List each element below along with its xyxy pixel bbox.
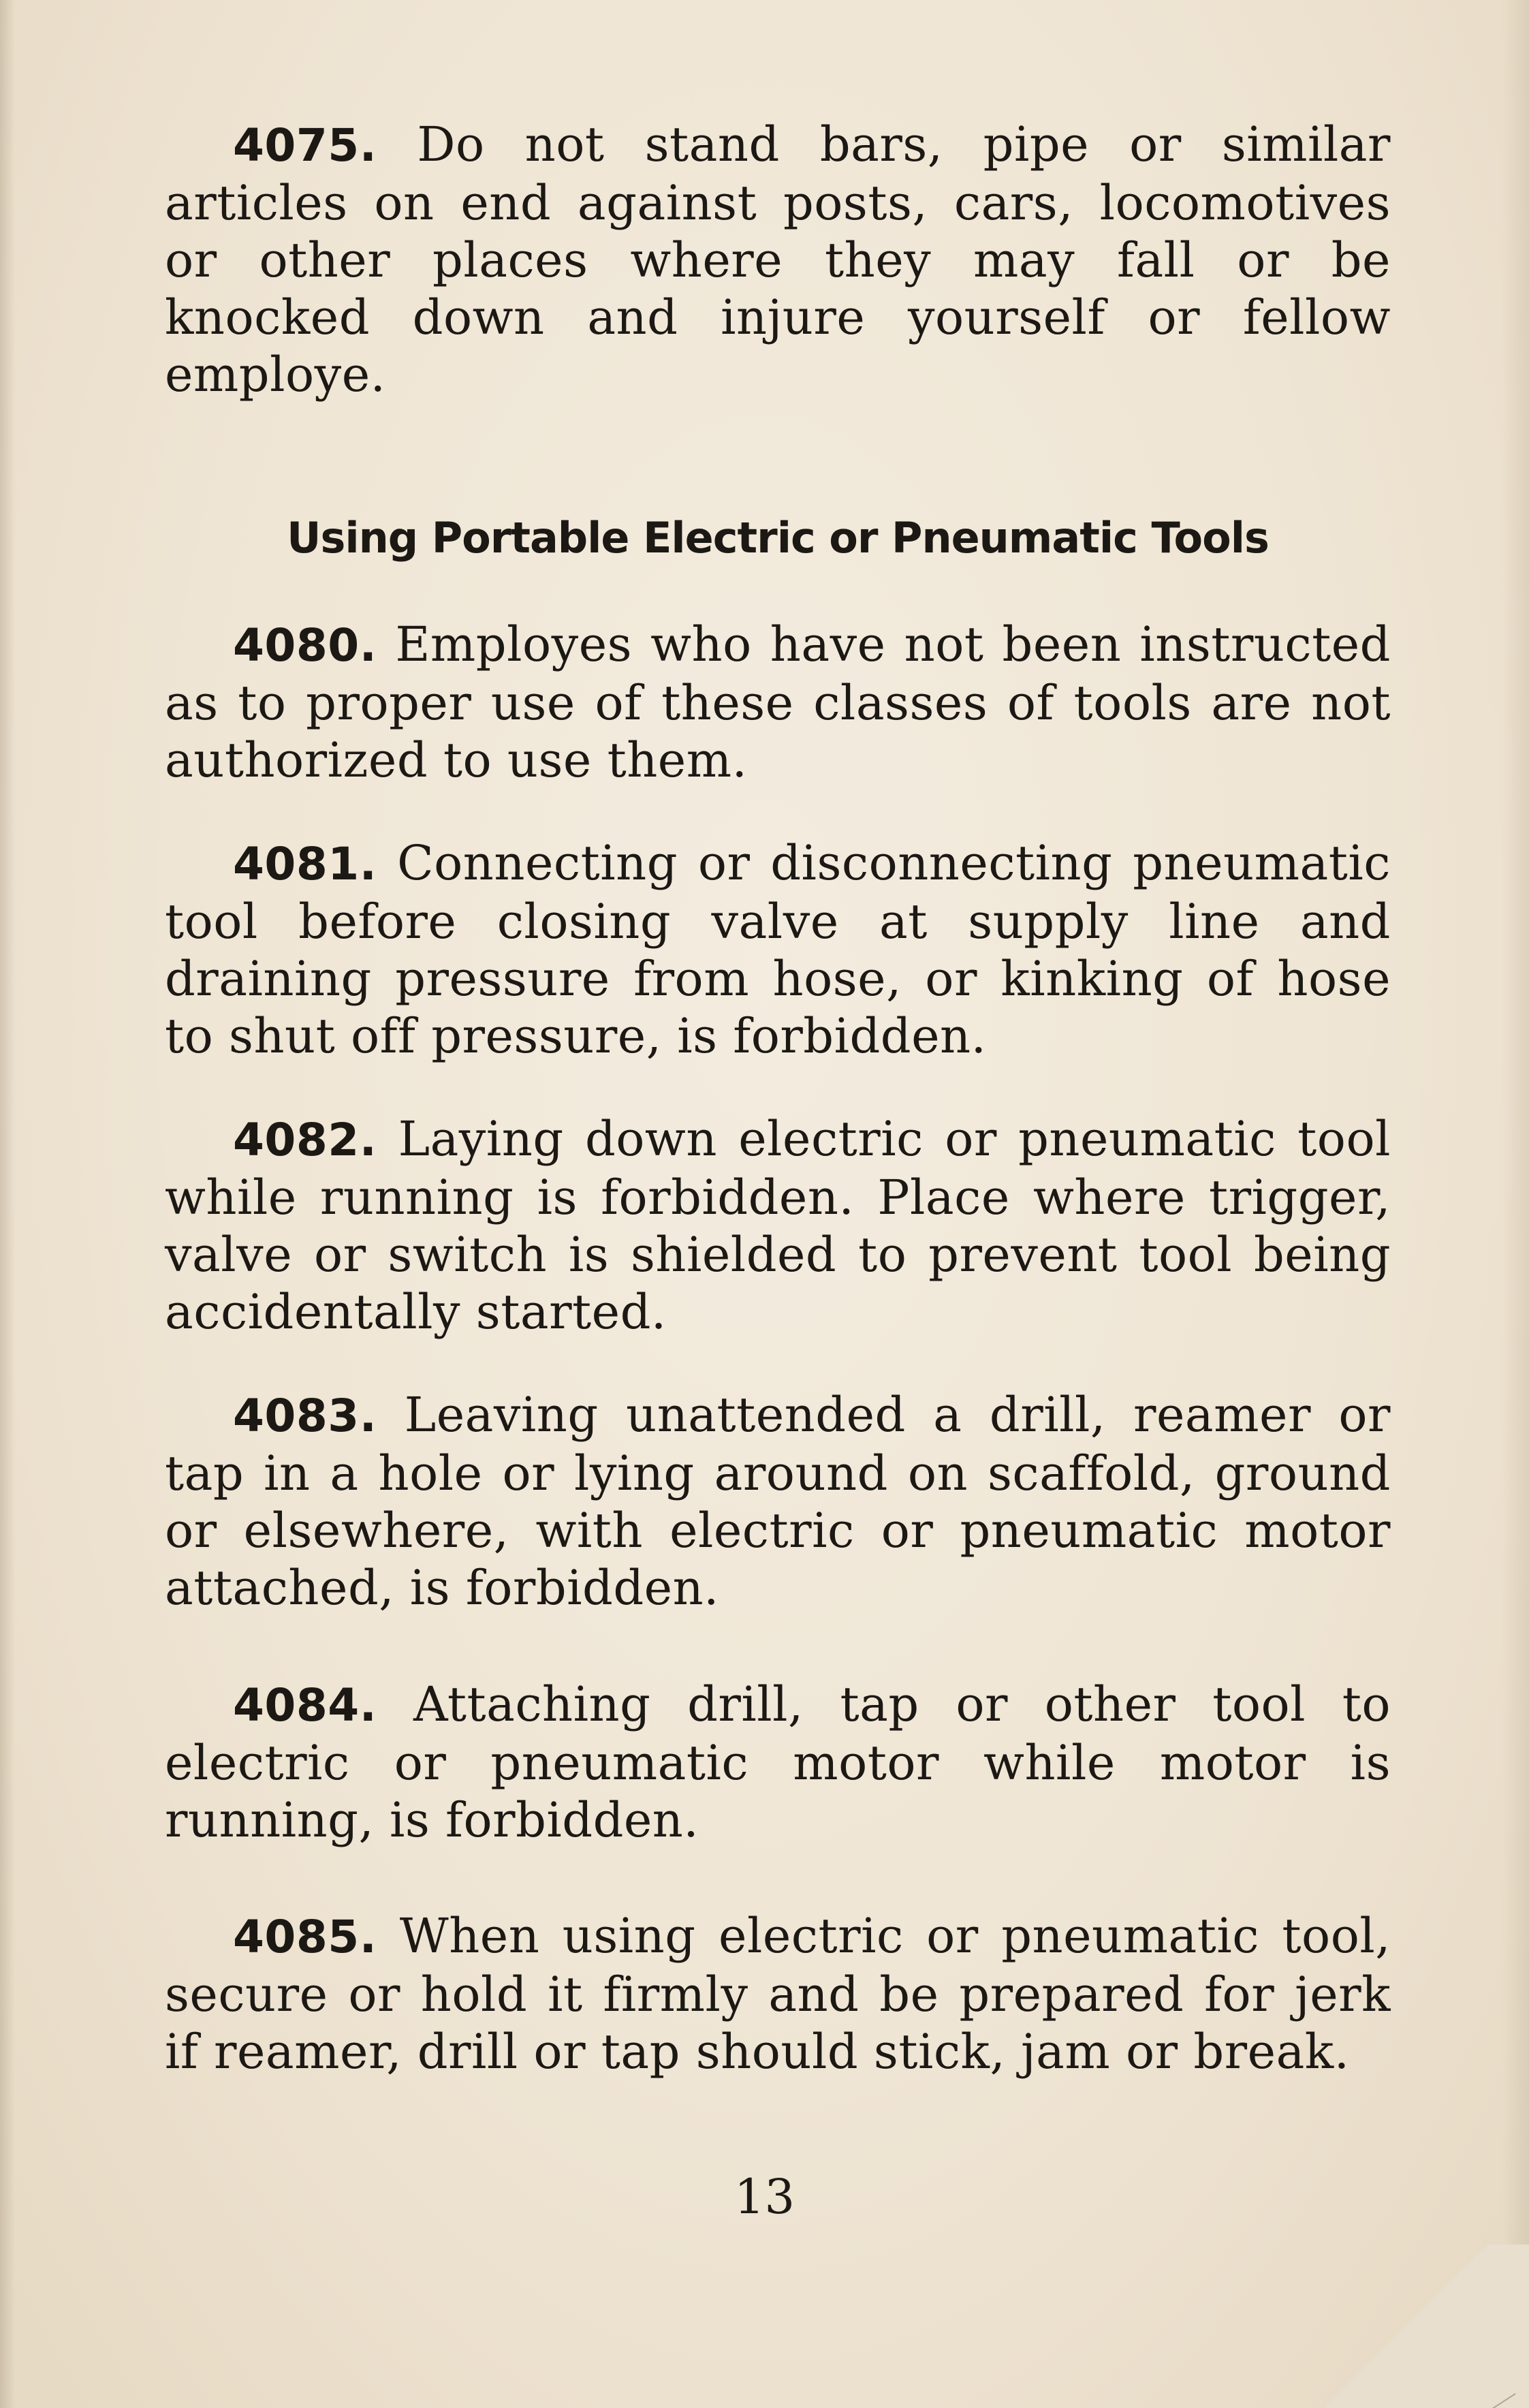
rule-text: Laying down electric or pneumatic tool while running is forbidden. Place where trigger, valve or switch is shielded to prevent tool being accidentally started. bbox=[165, 1111, 1391, 1340]
rule-4084 bbox=[165, 1676, 1391, 1849]
rule-4082 bbox=[165, 1110, 1391, 1341]
rule-number: 4084. bbox=[233, 1679, 377, 1732]
rule-4080 bbox=[165, 616, 1391, 789]
page-edge-shadow bbox=[1502, 0, 1529, 2408]
rule-text: Employes who have not been instructed as to proper use of these classes of tools are not authorized to use them. bbox=[165, 616, 1391, 788]
section-heading: Using Portable Electric or Pneumatic Tools bbox=[287, 513, 1269, 563]
rule-4083 bbox=[165, 1386, 1391, 1616]
rule-number: 4075. bbox=[233, 119, 377, 172]
rule-number: 4085. bbox=[233, 1911, 377, 1963]
rule-text: Connecting or disconnecting pneumatic tool before closing valve at supply line and draining pressure from hose, or kinking of hose to shut off pressure, is forbidden. bbox=[165, 835, 1391, 1064]
rule-text: Leaving unattended a drill, reamer or tap in a hole or lying around on scaffold, ground or elsewhere, with electric or pneumatic motor attached, is forbidden. bbox=[165, 1387, 1391, 1616]
rule-4081 bbox=[165, 834, 1391, 1065]
rule-4085 bbox=[165, 1907, 1391, 2080]
rule-text: When using electric or pneumatic tool, secure or hold it firmly and be prepared for jerk if reamer, drill or tap should stick, jam or break. bbox=[165, 1908, 1391, 2080]
page-number: 13 bbox=[734, 2169, 795, 2225]
folded-corner bbox=[1284, 2245, 1529, 2408]
page-gutter-shadow bbox=[0, 0, 15, 2408]
rule-number: 4082. bbox=[233, 1114, 377, 1166]
rule-number: 4081. bbox=[233, 838, 377, 890]
rule-4075 bbox=[165, 116, 1391, 403]
rule-number: 4083. bbox=[233, 1390, 377, 1442]
rule-text: Attaching drill, tap or other tool to electric or pneumatic motor while motor is running, is forbidden. bbox=[165, 1676, 1391, 1848]
rule-number: 4080. bbox=[233, 619, 377, 672]
rule-text: Do not stand bars, pipe or similar articles on end against posts, cars, locomotives or other places where they may fall or be knocked down and injure yourself or fellow employe. bbox=[165, 116, 1391, 403]
